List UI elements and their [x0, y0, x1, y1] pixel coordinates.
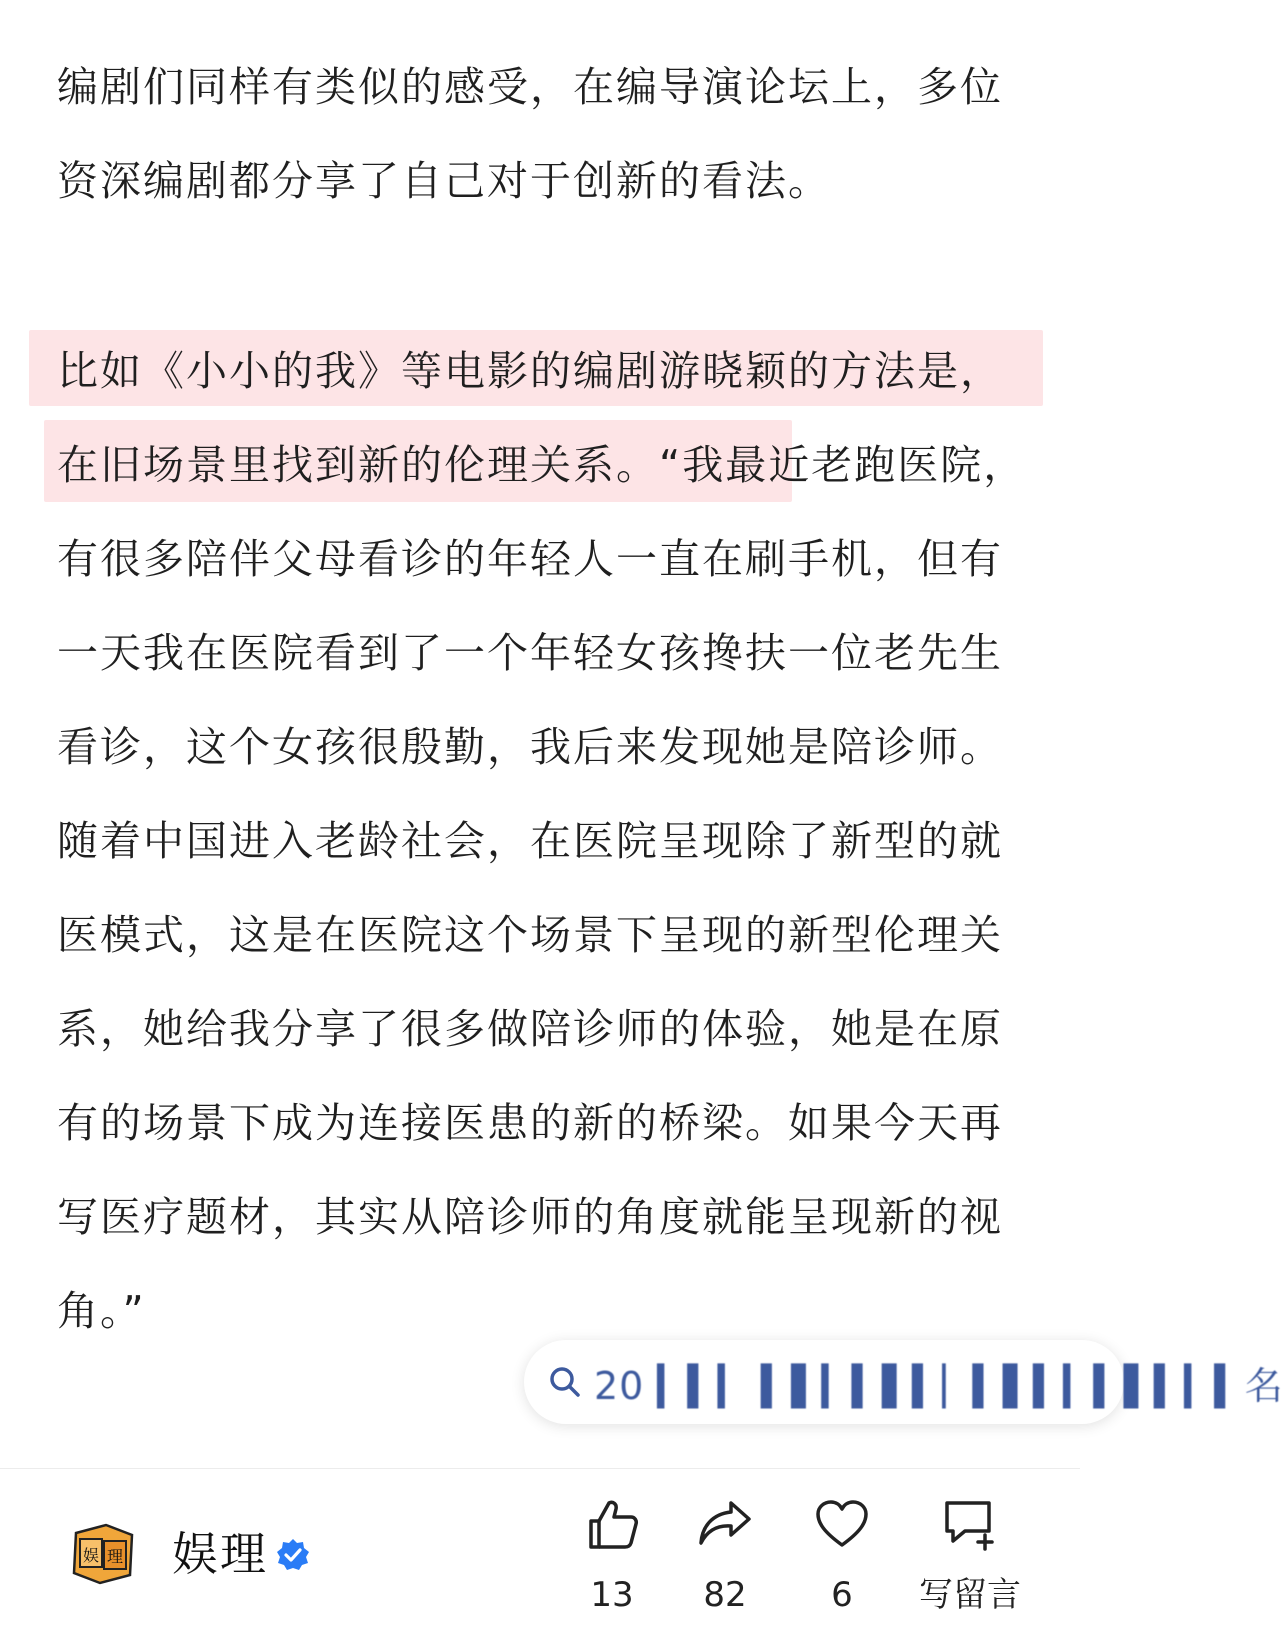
- comment-icon: [941, 1497, 999, 1555]
- article-body: [57, 40, 1027, 1358]
- quote-text: “我最近老跑医院，有很多陪伴父母看诊的年轻人一直在刷手机，但有一天我在医院看到了一个年轻女孩搀扶一位老先生看诊，这个女孩很殷勤，我后来发现她是陪诊师。随着中国进入老龄社会，在医院呈现除了新型的就医模式，这是在医院这个场景下呈现的新型伦理关系，她给我分享了很多做陪诊师的体验，她是在原有的场景下成为连接医患的新的桥梁。如果今天再写医疗题材，其实从陪诊师的角度就能呈现新的视角。”: [57, 441, 1027, 1335]
- account-avatar[interactable]: [70, 1521, 136, 1587]
- share-button[interactable]: [670, 1491, 780, 1617]
- svg-text:娱: 娱: [82, 1546, 100, 1565]
- share-count: 82: [703, 1575, 747, 1615]
- share-icon: [697, 1497, 753, 1555]
- search-icon: [546, 1363, 584, 1401]
- like-button[interactable]: [557, 1491, 667, 1617]
- paragraph-2: [57, 324, 1027, 1358]
- search-suggestion-text: 20 ▎▍▎ ▍▌▎▍▌▍▏▍▌▍▎▍▌▍▎▍名: [594, 1363, 1284, 1408]
- like-count: 13: [590, 1575, 634, 1615]
- search-suggestion[interactable]: [524, 1340, 1284, 1424]
- highlighted-text-1[interactable]: 比如《小小的我》等电影的编剧游晓颖的方法: [57, 347, 917, 395]
- highlighted-text-2[interactable]: 是，在旧场景里找到新的伦理关系。: [57, 347, 1003, 489]
- account-name[interactable]: 娱理: [172, 1527, 268, 1581]
- verified-icon: [275, 1537, 311, 1573]
- comment-label: 写留言: [919, 1575, 1021, 1615]
- like-icon: [585, 1497, 639, 1555]
- favorite-button[interactable]: [787, 1491, 897, 1617]
- bottom-action-bar: [0, 1469, 1080, 1644]
- svg-text:理: 理: [106, 1547, 124, 1566]
- comment-button[interactable]: [910, 1491, 1030, 1617]
- favorite-count: 6: [831, 1575, 853, 1615]
- favorite-icon: [814, 1499, 870, 1553]
- paragraph-1: 编剧们同样有类似的感受，在编导演论坛上，多位资深编剧都分享了自己对于创新的看法。: [57, 63, 1003, 205]
